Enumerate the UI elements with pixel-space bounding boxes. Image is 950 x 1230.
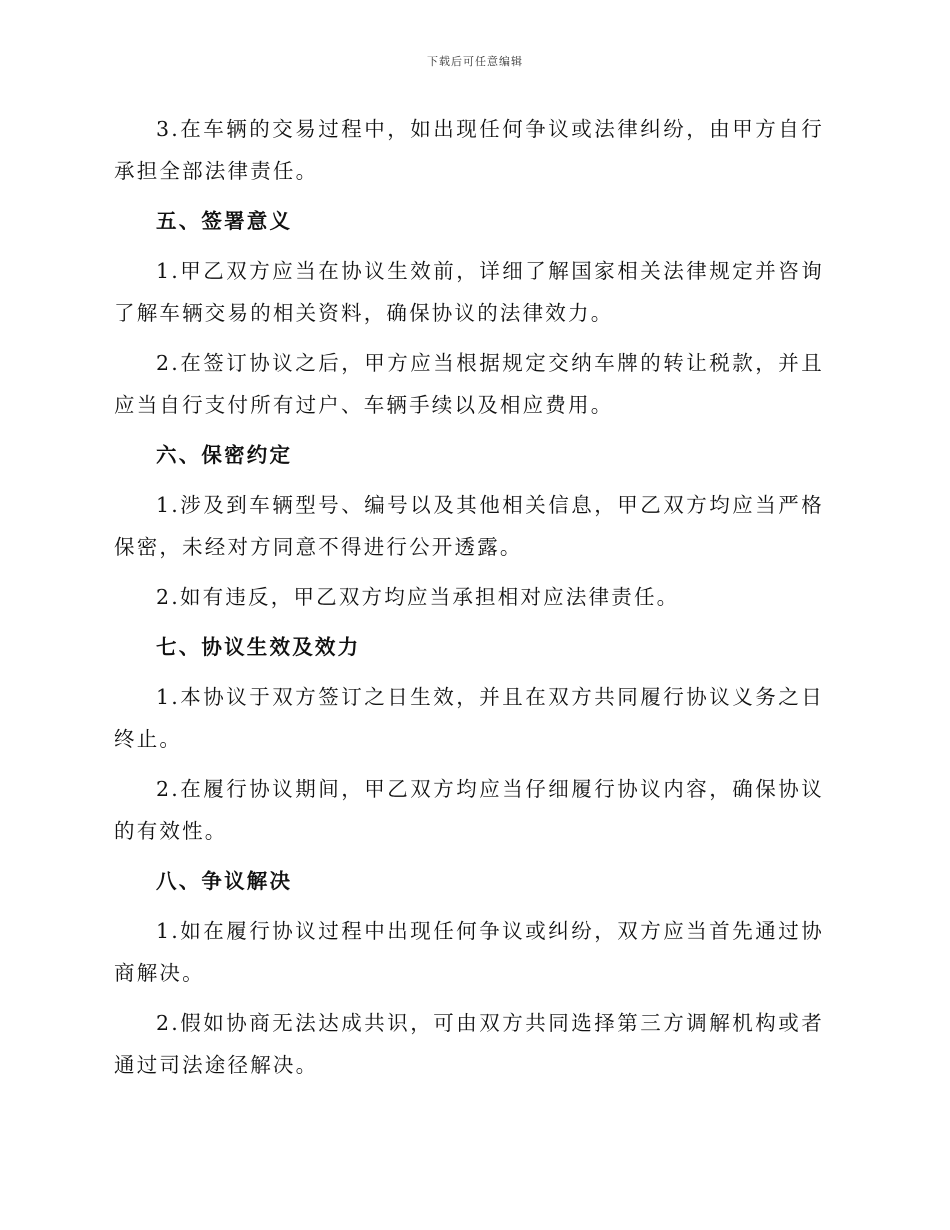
page-header-note: 下载后可任意编辑 (427, 55, 523, 68)
paragraph-prev-item-3: 3.在车辆的交易过程中，如出现任何争议或法律纠纷，由甲方自行承担全部法律责任。 (114, 117, 824, 183)
paragraph-s5-item-1: 1.甲乙双方应当在协议生效前，详细了解国家相关法律规定并咨询了解车辆交易的相关资料，确保协议的法律效力。 (114, 259, 824, 325)
section-heading-dispute-resolution: 八、争议解决 (156, 869, 293, 893)
paragraph-s7-item-1: 1.本协议于双方签订之日生效，并且在双方共同履行协议义务之日终止。 (114, 685, 824, 751)
paragraph-s8-item-2: 2.假如协商无法达成共识，可由双方共同选择第三方调解机构或者通过司法途径解决。 (114, 1011, 824, 1077)
paragraph-s8-item-1: 1.如在履行协议过程中出现任何争议或纠纷，双方应当首先通过协商解决。 (114, 919, 824, 985)
section-heading-confidentiality: 六、保密约定 (156, 443, 293, 467)
paragraph-s6-item-1: 1.涉及到车辆型号、编号以及其他相关信息，甲乙双方均应当严格保密，未经对方同意不得进行公开透露。 (114, 493, 824, 559)
paragraph-s6-item-2: 2.如有违反，甲乙双方均应当承担相对应法律责任。 (156, 585, 680, 609)
paragraph-s5-item-2: 2.在签订协议之后，甲方应当根据规定交纳车牌的转让税款，并且应当自行支付所有过户、车辆手续以及相应费用。 (114, 351, 824, 417)
document-body (114, 108, 824, 1094)
section-heading-signing-significance: 五、签署意义 (156, 209, 293, 233)
paragraph-s7-item-2: 2.在履行协议期间，甲乙双方均应当仔细履行协议内容，确保协议的有效性。 (114, 777, 824, 843)
section-heading-effectiveness: 七、协议生效及效力 (156, 635, 361, 659)
